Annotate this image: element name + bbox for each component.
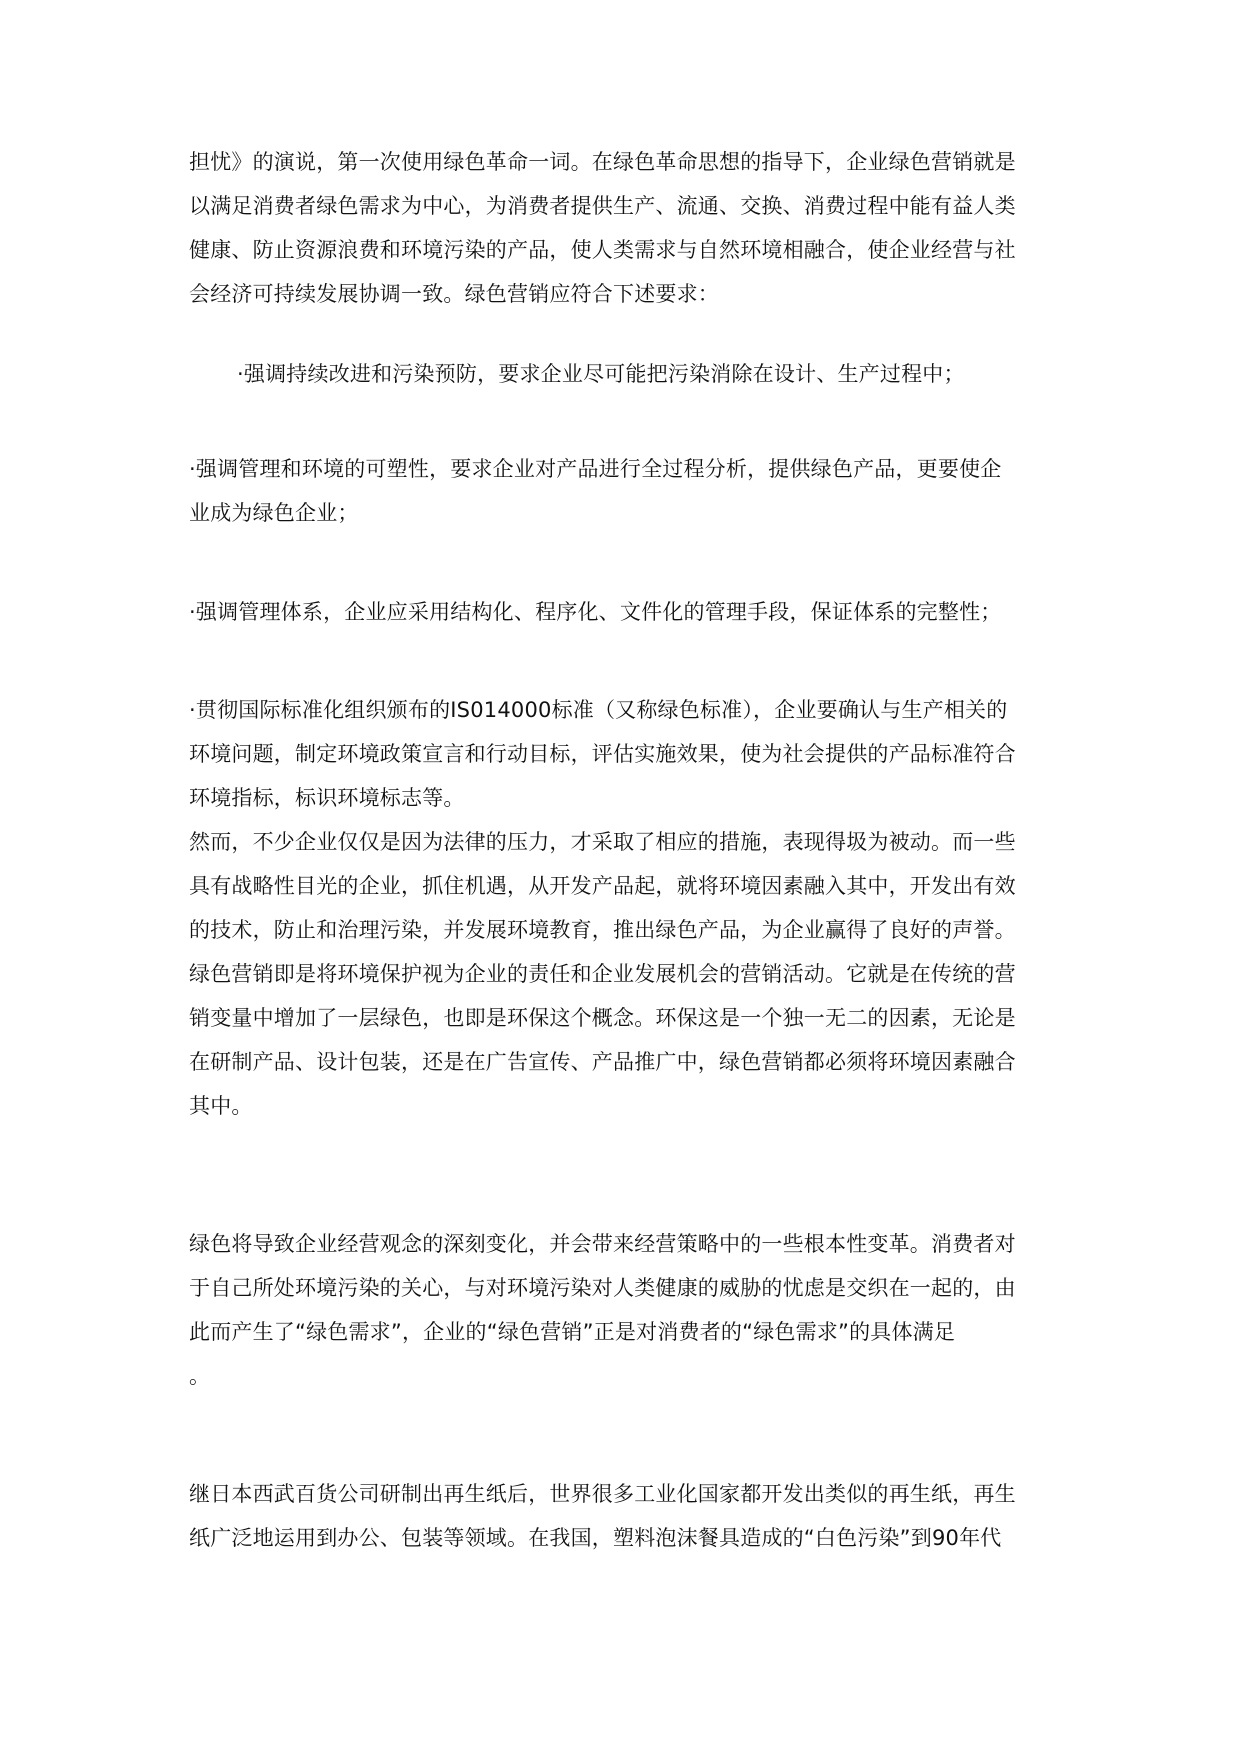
text-line: 绿色营销即是将环境保护视为企业的责任和企业发展机会的营销活动。它就是在传统的营	[189, 962, 1016, 986]
text-line: 担忧》的演说，第一次使用绿色革命一词。在绿色革命思想的指导下，企业绿色营销就是	[189, 150, 1016, 174]
text-line: 的技术，防止和治理污染，并发展环境教育，推出绿色产品，为企业赢得了良好的声誉。	[189, 918, 1016, 942]
bullet-text: ·强调管理和环境的可塑性，要求企业对产品进行全过程分析，提供绿色产品，更要使企	[189, 457, 1002, 481]
paragraph-recycled-paper	[189, 1472, 1049, 1560]
text-line: 在研制产品、设计包装，还是在广告宣传、产品推广中，绿色营销都必须将环境因素融合	[189, 1050, 1016, 1074]
text-line: 纸广泛地运用到办公、包装等领域。在我国，塑料泡沫餐具造成的“白色污染”到90年代	[189, 1526, 1002, 1550]
bullet-item-2	[189, 447, 1049, 535]
text-line: 。	[189, 1364, 211, 1388]
bullet-item-3	[189, 590, 1049, 634]
text-line: 此而产生了“绿色需求”，企业的“绿色营销”正是对消费者的“绿色需求”的具体满足	[189, 1320, 956, 1344]
text-line: 继日本西武百货公司研制出再生纸后，世界很多工业化国家都开发出类似的再生纸，再生	[189, 1482, 1016, 1506]
text-line: 其中。	[189, 1094, 253, 1118]
text-line: 于自己所处环境污染的关心，与对环境污染对人类健康的威胁的忧虑是交织在一起的，由	[189, 1276, 1016, 1300]
text-line: 以满足消费者绿色需求为中心，为消费者提供生产、流通、交换、消费过程中能有益人类	[189, 194, 1016, 218]
text-line: 具有战略性目光的企业，抓住机遇，从开发产品起，就将环境因素融入其中，开发出有效	[189, 874, 1016, 898]
bullet-text: 业成为绿色企业；	[189, 501, 359, 525]
paragraph-green-demand	[189, 1222, 1049, 1398]
text-line: ·贯彻国际标准化组织颁布的IS014000标准（又称绿色标准），企业要确认与生产相关的	[189, 698, 1008, 722]
text-line: 环境问题，制定环境政策宣言和行动目标，评估实施效果，使为社会提供的产品标准符合	[189, 742, 1016, 766]
bullet-item-4-and-body	[189, 688, 1049, 1128]
text-line: 销变量中增加了一层绿色，也即是环保这个概念。环保这是一个独一无二的因素，无论是	[189, 1006, 1016, 1030]
bullet-item-1	[237, 352, 1097, 396]
text-line: 会经济可持续发展协调一致。绿色营销应符合下述要求：	[189, 282, 719, 306]
text-line: 绿色将导致企业经营观念的深刻变化，并会带来经营策略中的一些根本性变革。消费者对	[189, 1232, 1016, 1256]
text-line: 健康、防止资源浪费和环境污染的产品，使人类需求与自然环境相融合，使企业经营与社	[189, 238, 1016, 262]
bullet-text: ·强调管理体系，企业应采用结构化、程序化、文件化的管理手段，保证体系的完整性；	[189, 600, 1002, 624]
paragraph-intro	[189, 140, 1049, 316]
text-line: 环境指标，标识环境标志等。	[189, 786, 465, 810]
text-line: 然而，不少企业仅仅是因为法律的压力，才采取了相应的措施，表现得圾为被动。而一些	[189, 830, 1016, 854]
bullet-text: ·强调持续改进和污染预防，要求企业尽可能把污染消除在设计、生产过程中；	[237, 362, 965, 386]
